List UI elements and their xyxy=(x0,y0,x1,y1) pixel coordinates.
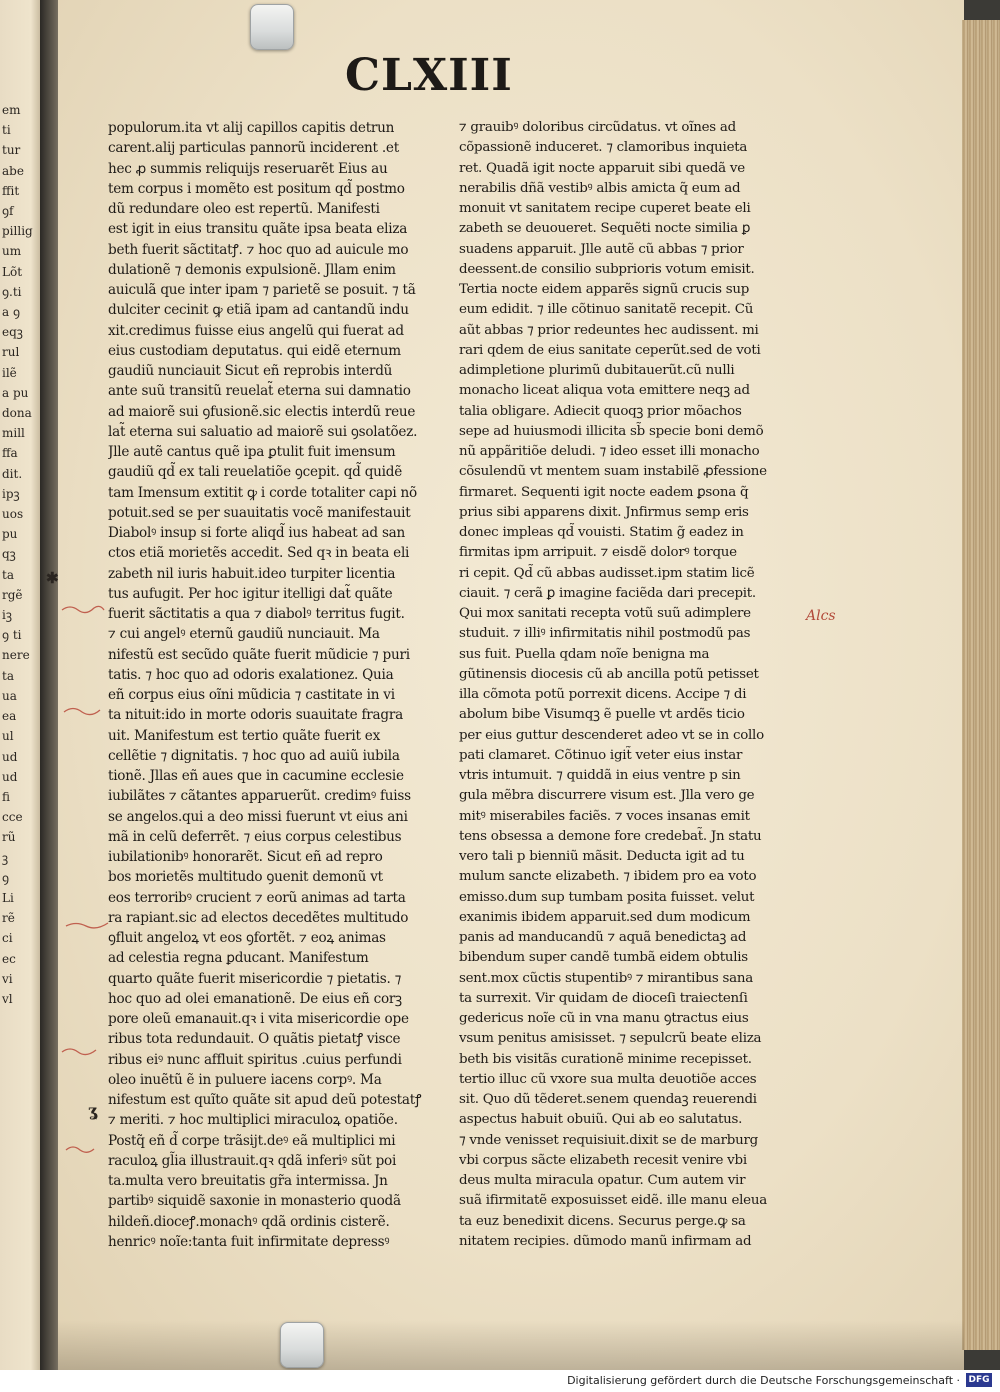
previous-page-fragment: ua xyxy=(2,688,17,703)
text-line: ribus tota redundauit. O quãtis pietatꝭ visce xyxy=(108,1031,401,1048)
text-line: pati clamaret. Cõtinuo igit̃ veter eius instar xyxy=(459,747,743,763)
text-line: sit. Quo dũ tẽderet.senem quendaꝫ reuerendi xyxy=(459,1092,757,1107)
text-line: firmitas ipm arripuit. ⁊ eisdẽ dolorꝰ torque xyxy=(459,545,737,561)
text-line: ⁊ meriti. ⁊ hoc multiplici miraculoꝝ opatiõe. xyxy=(108,1112,398,1129)
text-line: mitꝰ miserabiles faciẽs. ⁊ voces insanas emit xyxy=(459,808,750,824)
text-line: ciauit. ⁊ cerã ꝑ imagine faciẽda dari precepit. xyxy=(459,585,756,601)
text-line: gaudiũ nunciauit Sicut eñ reprobis interdũ xyxy=(108,363,393,379)
text-line: vero tali p bienniũ mãsit. Deducta igit ad tu xyxy=(459,849,745,864)
previous-page-fragment: uos xyxy=(2,507,24,522)
text-line: talia obligare. Adiecit quoqꝫ prior mõachos xyxy=(459,403,742,419)
previous-page-fragment: eqꝫ xyxy=(2,325,23,340)
text-line: ret. Quadã igit nocte apparuit sibi quedã ve xyxy=(459,160,745,176)
text-line: ri cepit. Qd̃ cũ abbas audisset.ipm statim licẽ xyxy=(459,565,755,581)
previous-page-fragment: mill xyxy=(2,426,25,441)
text-line: gula mẽbra discurrere visum est. Jlla vero ge xyxy=(459,788,755,804)
text-line: aũt abbas ⁊ prior redeuntes hec audissent. mi xyxy=(459,322,759,338)
previous-page-fragment: pillig xyxy=(2,224,33,239)
text-line: nifestum est quĩto quãte sit apud deũ potestatꝭ xyxy=(108,1092,422,1108)
text-line: monacho liceat aliqua vota emittere neqꝫ ad xyxy=(459,383,750,399)
previous-page-fragment: dona xyxy=(2,406,32,421)
previous-page-fragment: ꝯf xyxy=(2,204,14,219)
text-line: nifestũ est secũdo quãte fuerit mũdicie ⁊ puri xyxy=(108,646,410,663)
scribble-4 xyxy=(62,1049,96,1055)
text-line: raculoꝝ gl̃ia illustrauit.qꝛ qdã inferiꝰ sũt poi xyxy=(108,1152,397,1169)
scribble-5 xyxy=(66,1147,94,1152)
previous-page-fragment: vl xyxy=(2,991,13,1006)
text-line: monuit vt sanitatem recipe cuperet beate eli xyxy=(459,201,751,216)
text-line: ta nituit:ido in morte odoris suauitate fragra xyxy=(108,707,403,724)
text-line: zabeth nil iuris habuit.ideo turpiter licentia xyxy=(108,565,396,582)
footer-bar xyxy=(0,1370,1000,1392)
text-line: mulum sancte elizabeth. ⁊ ibidem pro ea voto xyxy=(459,869,757,885)
previous-page-fragment: ffa xyxy=(2,446,18,461)
text-line: vsum penitus amisisset. ⁊ sepulcrũ beate eliza xyxy=(459,1031,762,1047)
previous-page-fragment: ffit xyxy=(2,183,20,198)
text-line: zabeth se deuoueret. Sequẽti nocte similia ꝑ xyxy=(459,221,751,237)
scribble-1 xyxy=(62,606,104,612)
text-line: cellẽtie ⁊ dignitatis. ⁊ hoc quo ad auiũ iubila xyxy=(108,747,400,764)
text-line: vbi corpus sãcte elizabeth recesit venire vbi xyxy=(459,1152,747,1168)
scribble-2 xyxy=(64,709,100,715)
text-line: abolum bibe Visumqꝫ ẽ puelle vt ardẽs ticio xyxy=(459,707,745,723)
previous-page-fragment: rgẽ xyxy=(2,587,23,602)
text-line: gũtinensis diocesis cũ ab ancilla potũ petisset xyxy=(459,666,759,682)
text-line: oleo inuẽtũ ẽ in puluere iacens corpꝰ. Ma xyxy=(108,1071,382,1088)
text-line: Diabolꝰ insup si forte aliqd̃ ius habeat ad san xyxy=(108,525,406,541)
text-line: eius custodiam deputatus. qui eidẽ eternum xyxy=(108,342,401,359)
text-line: lat̃ eterna sui saluatio ad maiorẽ sui ꝯsolatõez. xyxy=(108,423,418,440)
text-line: carent.alij particulas pannorũ inciderent .et xyxy=(108,140,399,157)
text-line: Tertia nocte eidem apparẽs signũ crucis sup xyxy=(459,282,750,297)
previous-page-fragment: ea xyxy=(2,709,17,724)
text-line: firmaret. Sequenti igit nocte eadem ꝑsona q̃ xyxy=(459,484,749,500)
previous-page-fragment: fi xyxy=(2,789,11,804)
text-line: gaudiũ qd̃ ex tali reuelatiõe ꝯcepit. qd̃ quidẽ xyxy=(108,464,402,481)
text-line: rari qdem de eius sanitate ceperũt.sed de voti xyxy=(459,342,761,358)
text-line: tus aufugit. Per hoc igitur itelligi dat̃ quãte xyxy=(108,585,393,602)
printer-mark-cross: ʓ xyxy=(88,1101,98,1120)
text-line: se angelos.qui a deo missi fuerunt vt eius ani xyxy=(108,808,408,825)
text-line: nũ appãritiõe deludi. ⁊ ideo esset illi monacho xyxy=(459,444,760,459)
text-line: gedericus noĩe cũ in vna manu ꝯtractus eius xyxy=(459,1011,749,1026)
text-line: dulciter cecinit ꝙ etiã ipam ad cantandũ indu xyxy=(108,302,409,319)
text-line: beth fuerit sãctitatꝭ. ⁊ hoc quo ad auicule mo xyxy=(108,241,409,258)
folio-number: CLXIII xyxy=(345,50,513,101)
footer-credit: Digitalisierung gefördert durch die Deutsche Forschungsgemeinschaft · xyxy=(567,1374,960,1387)
text-line: Jlle autẽ cantus quẽ ipa ꝑtulit fuit imensum xyxy=(108,444,396,460)
previous-page-fragment: ud xyxy=(2,769,18,784)
text-line: hildeñ.dioceꝭ.monachꝰ qdã ordinis cisterẽ. xyxy=(108,1213,390,1230)
previous-page-fragment: ul xyxy=(2,729,14,744)
text-line: ta euz benedixit dicens. Securus perge.ꝙ sa xyxy=(459,1213,746,1229)
text-line: potuit.sed se per suauitatis vocẽ manifestauit xyxy=(108,504,411,521)
text-line: mã in celũ deferrẽt. ⁊ eius corpus celestibus xyxy=(108,828,402,845)
previous-page-fragment: cce xyxy=(2,810,23,825)
previous-page-fragment: um xyxy=(2,244,22,259)
previous-page-fragment: tur xyxy=(2,143,21,158)
previous-page-fragment: em xyxy=(2,103,21,117)
text-line: studuit. ⁊ illiꝰ infirmitatis nihil postmodũ pas xyxy=(459,626,751,642)
text-line: ra rapiant.sic ad electos decedẽtes multitudo xyxy=(108,909,409,926)
text-line: ante suũ transitũ reuelat̃ eterna sui damnatio xyxy=(108,383,411,400)
text-line: suã ifirmitatẽ exposuisset eidẽ. ille manu eleua xyxy=(459,1193,767,1209)
previous-page-fragment: a pu xyxy=(2,385,29,400)
text-line: vtris intumuit. ⁊ quiddã in eius ventre p sin xyxy=(459,768,741,783)
text-line: eñ corpus eius oĩni mũdicia ⁊ castitate in vi xyxy=(108,687,395,703)
text-line: partibꝰ siquidẽ saxonie in monasterio quodã xyxy=(108,1193,401,1210)
previous-page-fragment: abe xyxy=(2,163,24,178)
text-line: tatis. ⁊ hoc quo ad odoris exalationez. Quia xyxy=(108,666,394,683)
text-line: bos morietẽs multitudo ꝯuenit demonũ vt xyxy=(108,869,383,886)
text-line: eum edidit. ⁊ ille cõtinuo sanitatẽ recepit. Cũ xyxy=(459,302,754,318)
printer-mark-star: ✱ xyxy=(46,569,59,587)
text-line: iubilãtes ⁊ cãtantes apparuerũt. credimꝰ fuiss xyxy=(108,788,411,805)
text-line: cõpassionẽ induceret. ⁊ clamoribus inquieta xyxy=(459,140,748,156)
previous-page-fragment: Lõt xyxy=(2,264,23,279)
text-line: ctos etiã morietẽs accedit. Sed qꝛ in beata eli xyxy=(108,545,410,562)
previous-page-fragment: ꝫ xyxy=(2,850,9,865)
text-line: aspectus habuit obuiũ. Qui ab eo salutatus. xyxy=(459,1112,743,1128)
text-line: Qui mox sanitati recepta votũ suũ adimplere xyxy=(459,606,751,621)
previous-page-fragment: ꝯ.ti xyxy=(2,284,22,299)
text-line: Postq̃ eñ d̃ corpe trãsijt.deꝰ eã multiplici mi xyxy=(108,1132,396,1149)
text-line: tam Imensum extitit ꝙ i corde totaliter capi nõ xyxy=(108,484,417,501)
text-line: donec impleas qd̃ vouisti. Statim g̃ eadez in xyxy=(459,525,744,540)
text-line: uit. Manifestum est tertio quãte fuerit ex xyxy=(108,727,381,744)
text-line: ad maiorẽ sui ꝯfusionẽ.sic electis interdũ reue xyxy=(108,403,416,420)
text-line: tionẽ. Jllas eñ aues que in cacumine ecclesie xyxy=(108,768,404,784)
text-line: populorum.ita vt alij capillos capitis detrun xyxy=(108,120,395,136)
text-line: illa cõmota potũ porrexit dicens. Accipe ⁊ di xyxy=(459,687,747,702)
text-line: sent.mox cũctis stupentibꝰ ⁊ mirantibus sana xyxy=(459,970,754,986)
text-line: deus multa miracula opatur. Cum autem vir xyxy=(459,1173,746,1188)
text-line: fuerit sãctitatis a qua ⁊ diabolꝰ territus fugit. xyxy=(108,606,405,622)
text-line: ta surrexit. Vir quidam de dioceſi traiectenſi xyxy=(459,990,748,1006)
text-line: nerabilis dñã vestibꝰ albis amicta q̃ eum ad xyxy=(459,180,741,196)
text-line: quarto quãte fuerit misericordie ⁊ pietatis. ⁊ xyxy=(108,970,402,987)
previous-page-fragment: pu xyxy=(2,527,18,542)
previous-page-fragment: ci xyxy=(2,931,13,946)
text-line: sepe ad huiusmodi illicita sb̃ specie boni demõ xyxy=(459,423,764,439)
previous-page-fragment: ta xyxy=(2,668,14,683)
text-line: eos terroribꝰ crucient ⁊ eorũ animas ad tarta xyxy=(108,889,406,906)
dfg-logo: DFG xyxy=(966,1373,992,1387)
text-line: suadens apparuit. Jlle autẽ cũ abbas ⁊ prior xyxy=(459,241,744,257)
text-line: dulationẽ ⁊ demonis expulsionẽ. Jllam enim xyxy=(108,261,396,278)
text-line: emisso.dum sup tumbam posita fuisset. velut xyxy=(459,889,755,905)
text-line: ad celestia regna ꝑducant. Manifestum xyxy=(108,950,369,967)
previous-page-fragment: dit. xyxy=(2,466,23,481)
text-line: xit.credimus fuisse eius angelũ qui fuerat ad xyxy=(108,322,404,339)
text-line: ⁊ grauibꝰ doloribus circũdatus. vt oĩnes ad xyxy=(459,120,736,135)
text-line: exanimis ibidem apparuit.sed dum modicum xyxy=(459,909,751,925)
previous-page-fragment: ud xyxy=(2,749,18,764)
text-line: tertio illuc cũ vxore sua multa deuotiõe acces xyxy=(459,1071,757,1087)
text-line: est igit in eius transitu quãte ipsa beata eliza xyxy=(108,221,408,238)
previous-page-fragment: ta xyxy=(2,567,14,582)
text-line: deessent.de consilio subprioris votum emisit. xyxy=(459,261,755,277)
text-line: ꝯfluit angeloꝝ vt eos ꝯfortẽt. ⁊ eoꝝ animas xyxy=(108,930,386,946)
text-line: auiculã que inter ipam ⁊ parietẽ se posuit. ⁊ tã xyxy=(108,282,416,298)
previous-page-fragment: ꝯ xyxy=(2,870,10,885)
previous-page-fragment: rul xyxy=(2,345,20,360)
text-line: bibendum super candẽ tumbã eidem obtulis xyxy=(459,950,748,966)
text-line: hoc quo ad olei emanationẽ. De eius eñ corꝫ xyxy=(108,990,402,1007)
previous-page-fragment: ipꝫ xyxy=(2,486,20,501)
text-line: iubilationibꝰ honorarẽt. Sicut eñ ad repro xyxy=(108,849,383,865)
text-line: per eius guttur descenderet adeo vt se in collo xyxy=(459,727,764,743)
text-line: beth bis visitãs curationẽ minime recepisset. xyxy=(459,1051,752,1067)
text-line: panis ad manducandũ ⁊ aquã benedictaꝫ ad xyxy=(459,930,747,945)
text-line: pore oleũ emanauit.qꝛ i vita misericordie ope xyxy=(108,1011,409,1027)
previous-page-fragment: rẽ xyxy=(2,911,15,926)
previous-page-fragment: ec xyxy=(2,951,16,966)
text-line: ⁊ cui angelꝰ eternũ gaudiũ nunciauit. Ma xyxy=(108,626,380,643)
previous-page-fragment: ꝯ ti xyxy=(2,628,22,643)
text-line: nitatem recipies. dũmodo manũ infirmam ad xyxy=(459,1233,752,1249)
previous-page-fragment: rũ xyxy=(2,830,16,845)
text-line: tens obsessa a demone fore credebat̃. Jn statu xyxy=(459,828,762,844)
text-line: dũ redundare oleo est repertũ. Manifesti xyxy=(108,201,380,217)
text-line: ta.multa vero breuitatis gr̃a intermissa. Jn xyxy=(108,1173,388,1189)
scribble-3 xyxy=(66,923,108,928)
text-line: prius sibi apparens dixit. Jnfirmus semp eris xyxy=(459,504,749,520)
previous-page-fragment: Li xyxy=(2,890,14,905)
previous-page-fragment: ilẽ xyxy=(2,365,17,380)
text-line: adimpletione plurimũ dubitauerũt.cũ nulli xyxy=(459,363,735,378)
text-line: sus fuit. Puella qdam noĩe benigna ma xyxy=(459,646,710,662)
text-line: cõsulendũ vt mentem suam instabilẽ ꝓfessione xyxy=(459,464,767,480)
previous-page-fragment: qꝫ xyxy=(2,547,16,562)
previous-page-fragment: nere xyxy=(2,648,30,663)
text-line: ⁊ vnde venisset requisiuit.dixit se de marburg xyxy=(459,1132,758,1148)
text-line: hec ꝓ summis reliquijs reseruarẽt Eius au xyxy=(108,160,388,177)
previous-page-fragment: ti xyxy=(2,123,11,138)
text-line: henricꝰ noĩe:tanta fuit infirmitate depressꝰ xyxy=(108,1233,390,1250)
previous-page-fragment: a ꝯ xyxy=(2,305,21,320)
text-line: tem corpus i momẽto est positum qd̃ postmo xyxy=(108,180,405,197)
text-line: ribus eiꝰ nunc affluit spiritus .cuius perfundi xyxy=(108,1051,402,1068)
margin-note-right: Alcs xyxy=(806,608,836,624)
previous-page-fragment: iꝫ xyxy=(2,608,12,623)
previous-page-fragment: vi xyxy=(2,971,13,986)
